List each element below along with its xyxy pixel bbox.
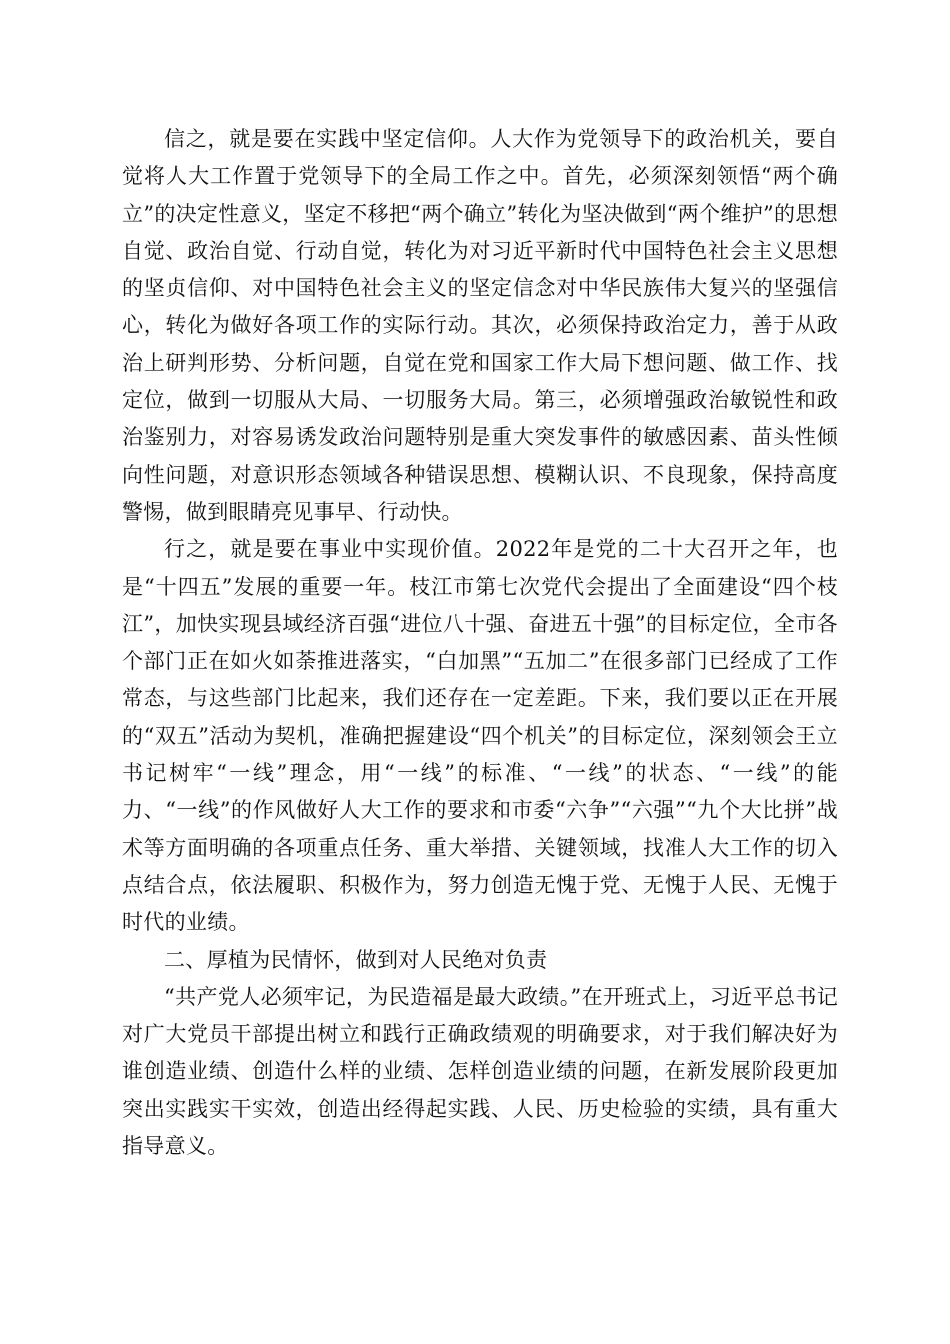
paragraph-faith: 信之，就是要在实践中坚定信仰。人大作为党领导下的政治机关，要自觉将人大工作置于党领导下的全局工作之中。首先，必须深刻领悟“两个确立”的决定性意义，坚定不移把“两个确立”转化为坚决做到“两个维护”的思想自觉、政治自觉、行动自觉，转化为对习近平新时代中国特色社会主义思想的坚贞信仰、对中国特色社会主义的坚定信念对中华民族伟大复兴的坚强信心，转化为做好各项工作的实际行动。其次，必须保持政治定力，善于从政治上研判形势、分析问题，自觉在党和国家工作大局下想问题、做工作、找定位，做到一切服从大局、一切服务大局。第三，必须增强政治敏锐性和政治鉴别力，对容易诱发政治问题特别是重大突发事件的敏感因素、苗头性倾向性问题，对意识形态领域各种错误思想、模糊认识、不良现象，保持高度警惕，做到眼睛亮见事早、行动快。 [122,127,838,524]
paragraph-people: “共产党人必须牢记，为民造福是最大政绩。”在开班式上，习近平总书记对广大党员干部提出树立和践行正确政绩观的明确要求，对于我们解决好为谁创造业绩、创造什么样的业绩、怎样创造业绩的问题，在新发展阶段更加突出实践实干实效，创造出经得起实践、人民、历史检验的实绩，具有重大指导意义。 [122,984,838,1159]
section-heading: 二、厚植为民情怀，做到对人民绝对负责 [164,947,548,972]
paragraph-action: 行之，就是要在事业中实现价值。2022年是党的二十大召开之年，也是“十四五”发展的重要一年。枝江市第七次党代会提出了全面建设“四个枝江”，加快实现县域经济百强“进位八十强、奋进五十强”的目标定位，全市各个部门正在如火如荼推进落实，“白加黑”“五加二”在很多部门已经成了工作常态，与这些部门比起来，我们还存在一定差距。下来，我们要以正在开展的“双五”活动为契机，准确把握建设“四个机关”的目标定位，深刻领会王立书记树牢“一线”理念，用“一线”的标准、“一线”的状态、“一线”的能力、“一线”的作风做好人大工作的要求和市委“六争”“六强”“九个大比拼”战术等方面明确的各项重点任务、重大举措、关键领域，找准人大工作的切入点结合点，依法履职、积极作为，努力创造无愧于党、无愧于人民、无愧于时代的业绩。 [122,537,838,935]
document-body [122,121,838,1165]
